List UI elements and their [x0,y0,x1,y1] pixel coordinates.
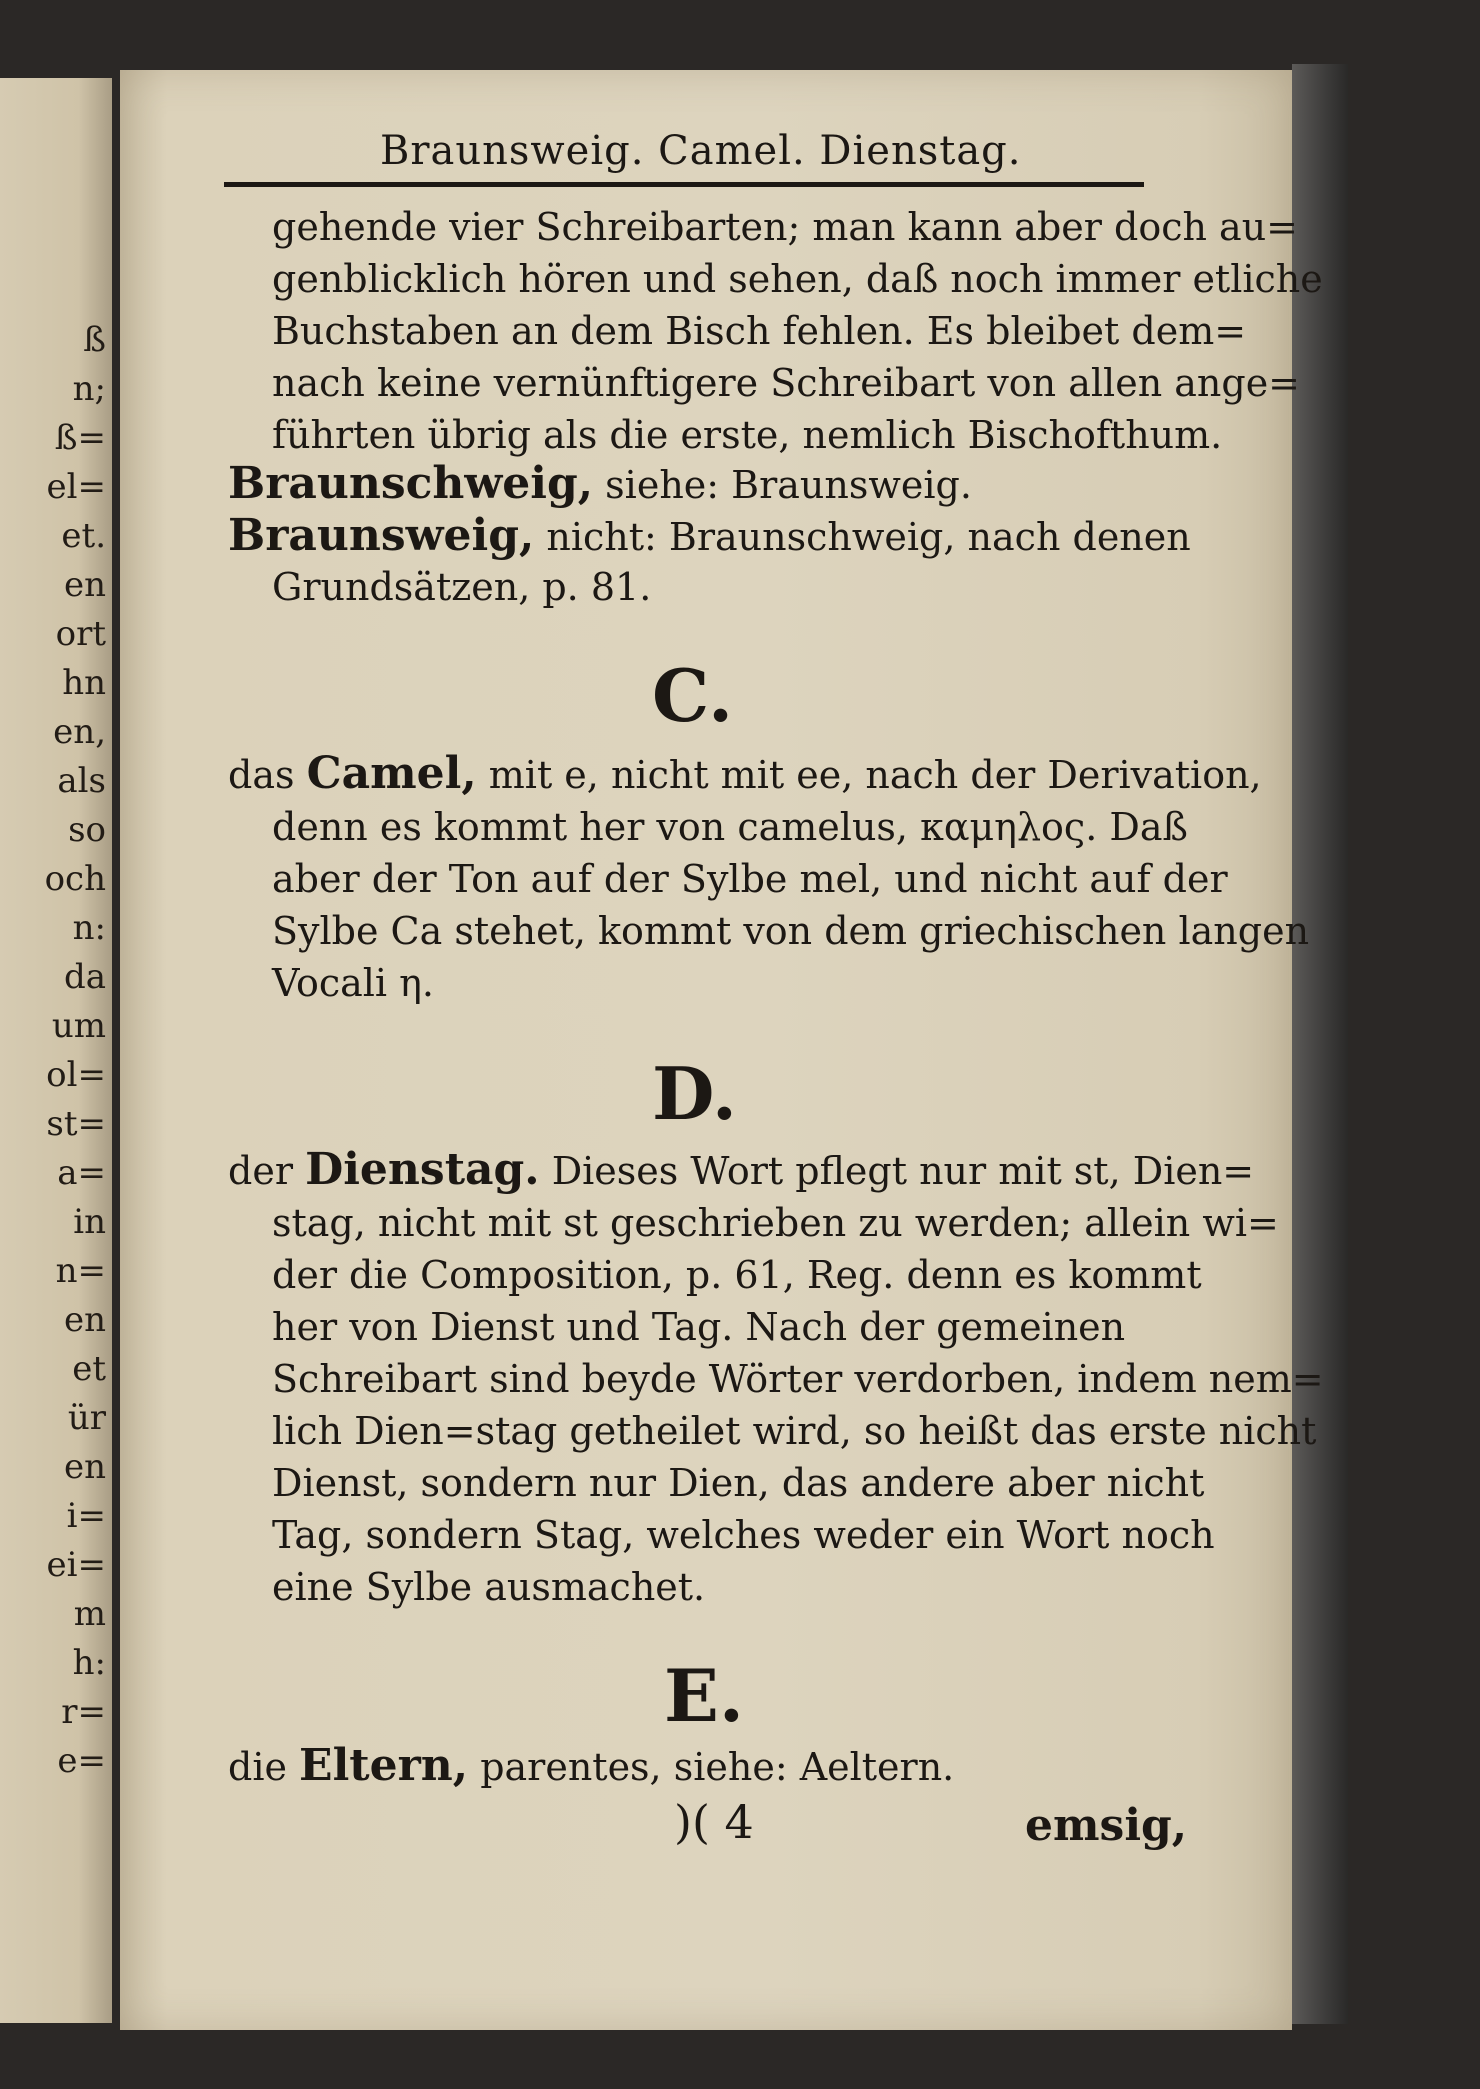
entry-text: Dieses Wort pflegt nur mit st, Dien= [539,1149,1255,1193]
text-line: Schreibart sind beyde Wörter verdorben, indem nem= [272,1357,1324,1401]
entry-headword: Eltern, [299,1740,469,1791]
header-rule [224,182,1144,187]
entry-dienstag [228,1144,1255,1195]
left-page-fragment: a= [57,1153,106,1193]
entry-eltern [228,1740,955,1791]
left-page-fragment: h: [72,1643,106,1683]
running-head: Braunsweig. Camel. Dienstag. [380,128,1022,174]
left-page-fragment: hn [62,663,106,703]
left-page-fragment: als [57,761,106,801]
text-line: gehende vier Schreibarten; man kann aber doch au= [272,205,1299,249]
left-page-fragment: ß [83,320,106,360]
left-page-fragment: r= [61,1692,106,1732]
text-line: genblicklich hören und sehen, daß noch immer etliche [272,257,1323,301]
left-page-fragment: el= [46,467,106,507]
text-line: aber der Ton auf der Sylbe mel, und nicht auf der [272,857,1228,901]
section-letter-d: D. [652,1051,737,1136]
entry-headword: Dienstag. [305,1144,540,1195]
text-line: lich Dien=stag getheilet wird, so heißt das erste nicht [272,1409,1317,1453]
entry-headword: Camel, [306,748,477,799]
book-cover-edge [1292,64,1348,2024]
left-page-fragment: och [44,859,106,899]
left-page-fragment: e= [57,1741,106,1781]
left-page-fragment: et [72,1349,106,1389]
left-page-fragment: um [51,1006,106,1046]
entry-article: die [228,1745,300,1789]
text-line: führten übrig als die erste, nemlich Bischofthum. [272,413,1223,457]
entry-headword: Braunsweig, [228,510,535,561]
left-page-fragment: en [63,1300,106,1340]
left-page-fragment: i= [66,1496,106,1536]
entry-braunsweig [228,510,1191,561]
text-line: Tag, sondern Stag, welches weder ein Wort noch [272,1513,1215,1557]
entry-text: mit e, nicht mit ee, nach der Derivation, [476,753,1262,797]
text-line: Vocali η. [272,961,435,1005]
text-line: Buchstaben an dem Bisch fehlen. Es bleibet dem= [272,309,1247,353]
text-line: nach keine vernünftigere Schreibart von allen ange= [272,361,1301,405]
left-page-fragment: n; [72,369,106,409]
text-line: denn es kommt her von camelus, καμηλος. Daß [272,805,1188,849]
signature-mark: )( 4 [674,1795,754,1849]
left-page-fragment: ort [55,614,106,654]
left-page-fragment: et. [61,516,106,556]
left-page-fragment: st= [46,1104,106,1144]
text-line: Dienst, sondern nur Dien, das andere aber nicht [272,1461,1205,1505]
left-page-fragment: en [63,1447,106,1487]
entry-camel [228,748,1262,799]
left-page-fragment: ür [67,1398,106,1438]
text-line: stag, nicht mit st geschrieben zu werden; allein wi= [272,1201,1279,1245]
text-line: der die Composition, p. 61, Reg. denn es kommt [272,1253,1202,1297]
text-line: Sylbe Ca stehet, kommt von dem griechischen langen [272,909,1310,953]
left-page-fragment: so [68,810,106,850]
left-facing-page [0,78,112,2023]
entry-article: das [228,753,307,797]
left-page-fragment: en, [53,712,106,752]
left-page-fragment: in [73,1202,106,1242]
entry-text: nicht: Braunschweig, nach denen [534,515,1191,559]
left-page-fragment: n: [72,908,106,948]
entry-headword: Braunschweig, [228,458,594,509]
text-line: her von Dienst und Tag. Nach der gemeinen [272,1305,1126,1349]
text-line: Grundsätzen, p. 81. [272,565,652,609]
entry-article: der [228,1149,306,1193]
left-page-fragment: en [63,565,106,605]
entry-text: siehe: Braunsweig. [593,463,972,507]
left-page-fragment: ß= [54,418,106,458]
entry-text: parentes, siehe: Aeltern. [468,1745,955,1789]
section-letter-c: C. [652,653,734,738]
left-page-fragment: ei= [46,1545,106,1585]
section-letter-e: E. [664,1653,744,1738]
catchword: emsig, [1025,1800,1188,1851]
left-page-fragment: da [63,957,106,997]
left-page-fragment: m [73,1594,106,1634]
left-page-fragment: n= [55,1251,106,1291]
text-line: eine Sylbe ausmachet. [272,1565,706,1609]
left-page-fragment: ol= [46,1055,106,1095]
entry-braunschweig [228,458,972,509]
